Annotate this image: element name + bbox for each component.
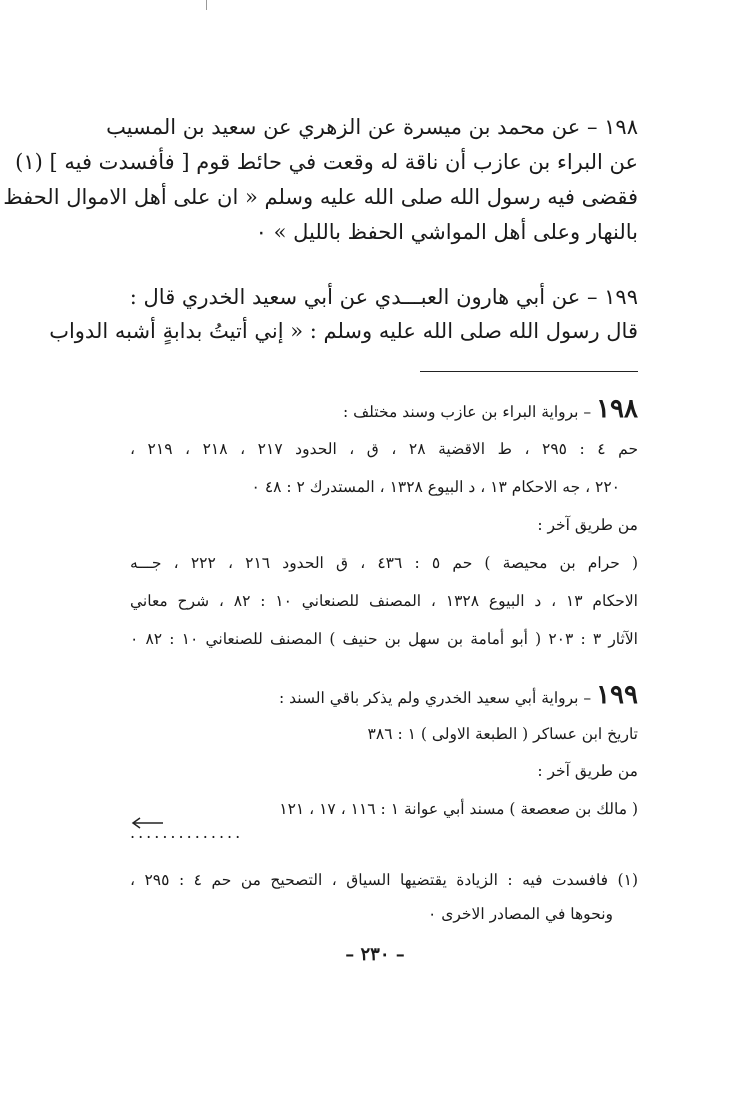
- note-198-title: – برواية البراء بن عازب وسند مختلف :: [342, 403, 597, 421]
- hadith-199-line-2: قال رسول الله صلى الله عليه وسلم : « إني أتيتُ بدابةٍ أشبه الدواب: [49, 319, 638, 343]
- note-198-other-route: من طريق آخر :: [537, 516, 638, 534]
- footnote-1-line-2: ونحوها في المصادر الاخرى ٠: [427, 905, 613, 923]
- hadith-199-line-1: ١٩٩ – عن أبي هارون العبـــدي عن أبي سعيد الخدري قال :: [129, 285, 638, 309]
- dotted-separator: ..............: [130, 823, 244, 842]
- scan-mark: [206, 0, 207, 10]
- note-198-line-3: ( حرام بن محيصة ) حم ٥ : ٤٣٦ ، ق الحدود ٢١٦ ، ٢٢٢ ، جـــه: [130, 554, 639, 572]
- note-198-line-4: الاحكام ١٣ ، د البيوع ١٣٢٨ ، المصنف للصنعاني ١٠ : ٨٢ ، شرح معاني: [130, 592, 638, 610]
- page-number: – ٢٣٠ –: [345, 944, 405, 965]
- hadith-198-line-4: بالنهار وعلى أهل المواشي الحفظ بالليل » ٠: [255, 220, 638, 244]
- footnote-1-line-1: (١) فافسدت فيه : الزيادة يقتضيها السياق ، التصحيح من حم ٤ : ٢٩٥ ،: [130, 871, 638, 889]
- note-198-line-2: ٢٢٠ ، جه الاحكام ١٣ ، د البيوع ١٣٢٨ ، المستدرك ٢ : ٤٨ ٠: [251, 478, 620, 496]
- note-198-line-1: حم ٤ : ٢٩٥ ، ط الاقضية ٢٨ ، ق ، الحدود ٢١٧ ، ٢١٨ ، ٢١٩ ،: [130, 440, 639, 458]
- note-198-heading: [130, 394, 638, 424]
- note-198-line-5: الآثار ٣ : ٢٠٣ ( أبو أمامة بن سهل بن حنيف ) المصنف للصنعاني ١٠ : ٨٢ ٠: [130, 630, 638, 648]
- note-199-title: – برواية أبي سعيد الخدري ولم يذكر باقي السند :: [279, 689, 597, 707]
- hadith-198-line-1: ١٩٨ – عن محمد بن ميسرة عن الزهري عن سعيد بن المسيب: [106, 115, 638, 139]
- note-199-line-1: تاريخ ابن عساكر ( الطبعة الاولى ) ١ : ٣٨٦: [367, 725, 638, 743]
- note-199-heading: [130, 680, 638, 710]
- note-199-other-route: من طريق آخر :: [537, 762, 638, 780]
- note-199-number: ١٩٩: [596, 680, 638, 710]
- note-199-line-2: ( مالك بن صعصعة ) مسند أبي عوانة ١ : ١١٦ ، ١٧ ، ١٢١: [279, 800, 638, 818]
- hadith-198-line-3: فقضى فيه رسول الله صلى الله عليه وسلم « ان على أهل الاموال الحفظ: [3, 185, 638, 209]
- hadith-198-line-2: عن البراء بن عازب أن ناقة له وقعت في حائط قوم [ فأفسدت فيه ] (١): [15, 150, 638, 174]
- note-198-number: ١٩٨: [596, 394, 638, 424]
- notes-separator: [420, 371, 638, 372]
